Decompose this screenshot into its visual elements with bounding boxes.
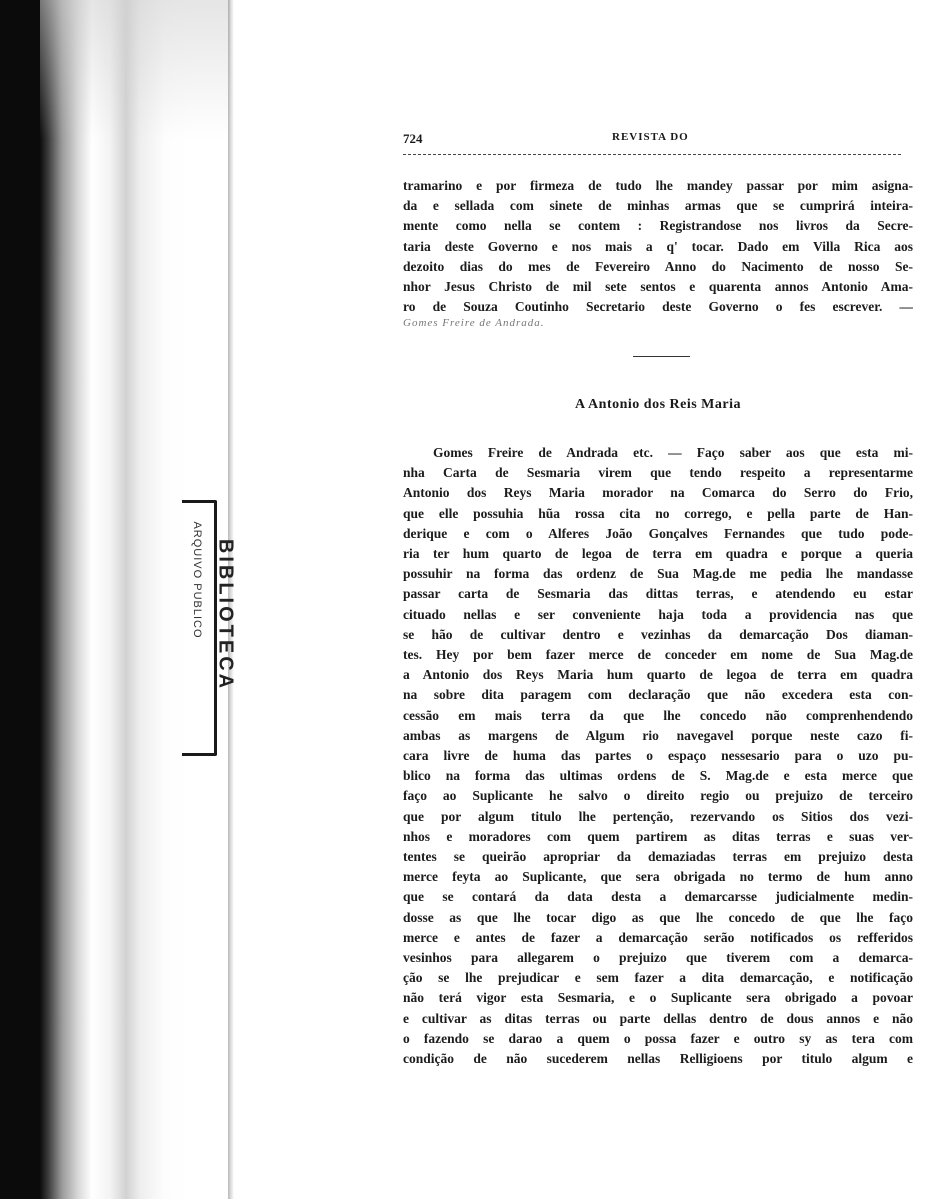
header-rule [403,154,901,155]
intro-line: mente como nella se contem : Registrandose nos livros da Secre- [403,218,913,234]
section-divider [633,356,690,357]
body-line: merce e antes de fazer a demarcação serão notificados os refferidos [403,929,913,945]
body-paragraph [403,443,913,1069]
body-line: tentes se queirão apropriar da demaziadas terras em prejuizo desta [403,849,913,865]
library-stamp [140,500,255,750]
body-line: tes. Hey por bem fazer merce de conceder em nome de Sua Mag.de [403,647,913,663]
binding-top-shade [40,0,230,140]
body-line: que elle possuhia hũa rossa cita no corrego, e pella parte de Han- [403,505,913,521]
body-line: que por algum titulo lhe pertenção, rezervando os Sitios dos vezi- [403,808,913,824]
body-line: cituado nellas e ser conveniente haja toda a providencia nas que [403,606,913,622]
intro-line: taria deste Governo e nos mais a q' tocar. Dado em Villa Rica aos [403,238,913,254]
body-line: nhos e moradores com quem partirem as ditas terras e suas ver- [403,828,913,844]
body-line: cara livre de huma das partes o espaço nessesario para o uzo pu- [403,748,913,764]
body-line: o fazendo se darao a quem o possa fazer e outro sy as tera com [403,1030,913,1046]
intro-line: tramarino e por firmeza de tudo lhe mandey passar por mim asigna- [403,178,913,193]
body-line: Gomes Freire de Andrada etc. — Faço saber aos que esta mi- [433,445,913,460]
body-line: blico na forma das ultimas ordens de S. Mag.de e esta merce que [403,768,913,784]
body-line: merce feyta ao Suplicante, que sera obrigada no termo de hum anno [403,869,913,885]
body-line: passar carta de Sesmaria das dittas terras, e atendendo eu estar [403,586,913,602]
body-line: vesinhos para allegarem o prejuizo que tiverem com a demarca- [403,950,913,966]
body-line: dosse as que lhe tocar digo as que lhe concedo de que lhe faço [403,909,913,925]
body-line: derique e com o Alferes João Gonçalves Fernandes que tudo pode- [403,525,913,541]
page-number: 724 [403,131,423,146]
intro-line: da e sellada com sinete de minhas armas que se cumprirá inteira- [403,198,913,214]
body-line: condição de não sucederem nellas Relligioens por titulo algum e [403,1051,913,1067]
body-line: que se contará da data desta a demarcarsse judicialmente medin- [403,889,913,905]
intro-line: nhor Jesus Christo de mil sete sentos e quarenta annos Antonio Ama- [403,279,913,295]
body-line: ambas as margens de Algum rio navegavel porque neste cazo fi- [403,727,913,743]
intro-line: ro de Souza Coutinho Secretario deste Governo o fes escrever. — [403,299,913,315]
body-line: nha Carta de Sesmaria virem que tendo respeito a representarme [403,465,913,481]
signature: Gomes Freire de Andrada. [403,317,545,329]
body-line: faço ao Suplicante he salvo o direito regio ou prejuizo de terceiro [403,788,913,804]
body-line: Antonio dos Reys Maria morador na Comarca do Serro do Frio, [403,485,913,501]
body-line: possuhir na forma das ordenz de Sua Mag.de me pedia lhe mandasse [403,566,913,582]
section-title: A Antonio dos Reis Maria [574,397,741,412]
body-line: e cultivar as ditas terras ou parte dellas dentro de dous annos e não [403,1010,913,1026]
intro-line: dezoito dias do mes de Fevereiro Anno do Nacimento de nosso Se- [403,258,913,274]
body-line: se hão de cultivar dentro e vezinhas da demarcação Dos diaman- [403,626,913,642]
body-line: a Antonio dos Reys Maria hum quarto de legoa de terra em quadra [403,667,913,683]
stamp-text-arquivo: ARQUIVO PUBLICO [191,521,203,639]
stamp-text-biblioteca: BIBLIOTECA [214,538,237,692]
body-line: não terá vigor esta Sesmaria, e o Suplicante sera obrigado a povoar [403,990,913,1006]
body-line: cessão em mais terra da que lhe concedo não comprenhendendo [403,707,913,723]
running-head: REVISTA DO [612,131,689,143]
body-line: ção se lhe prejudicar e sem fazer a dita demarcação, e notificação [403,970,913,986]
body-line: ria ter hum quarto de legoa de terra em quadra e porque a queria [403,546,913,562]
intro-paragraph [403,176,913,317]
body-line: na sobre dita paragem com declaração que não excedera esta con- [403,687,913,703]
